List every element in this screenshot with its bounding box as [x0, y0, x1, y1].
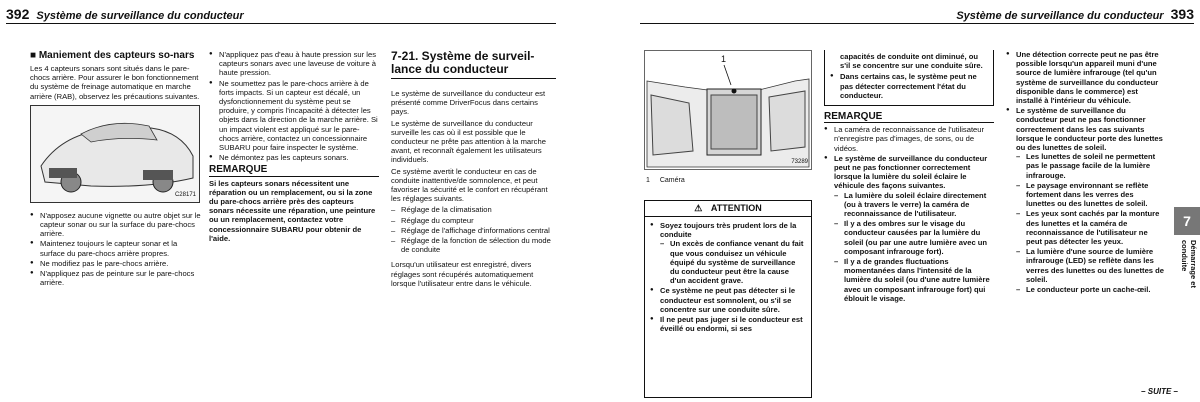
left-col-2 [209, 50, 379, 245]
remark-text: Si les capteurs sonars nécessitent une réparation ou un remplacement, ou si la zone du pare-chocs arrière près des capteurs sonars nécessite une réparation, une peinture ou un remplacement, contactez votre concessionnaire SUBARU pour obtenir de l'aide. [209, 178, 376, 243]
remark-subitem: – Il y a de grandes fluctuations momentanées dans l'intensité de la lumière du soleil (ou d'une autre lumière avec un composant infrarouge fort) qui éblouit le visage. [834, 257, 994, 303]
right-page [634, 0, 1200, 402]
continued-footer: – SUITE – [1141, 387, 1178, 396]
list-item: – Réglage de l'affichage d'informations central [391, 226, 556, 235]
remark-title: REMARQUE [209, 165, 379, 176]
right-page-number: 393 [1170, 6, 1194, 22]
intro-paragraph: Les 4 capteurs sonars sont situés dans le pare-chocs arrière. Pour assurer le bon fonctionnement du système de freinage automatique en marche arrière (RAB), observez les précautions suivantes. [30, 64, 200, 101]
camera-illustration [644, 50, 812, 170]
remark-item: ● Le système de surveillance du conducteur peut ne pas fonctionner correctement lorsque la lumière du soleil éclaire le véhicule des façons suivantes. – La lumière du soleil éclaire directement (ou à travers le verre) la caméra de reconnaissance de l'utilisateur. – Il y a des ombres sur le visage du conducteur causées par la lumière du soleil (ou par une autre lumière avec un composant infrarouge fort). – Il y a de grandes fluctuations momentanées dans l'intensité de la lumière du soleil (ou d'une autre lumière avec un composant infrarouge fort) qui éblouit le visage. [824, 154, 994, 303]
remark-subitem: – Les lunettes de soleil ne permettent pas le passage facile de la lumière infrarouge. [1016, 152, 1164, 180]
left-header [6, 6, 244, 22]
remark-item: ● Le système de surveillance du conducteur peut ne pas fonctionner correctement dans les cas suivants lorsque le conducteur porte des lunettes ou des lunettes de soleil. – Les lunettes de soleil ne permettent pas le passage facile de la lumière infrarouge. – Le paysage environnant se reflète fortement dans les verres des lunettes ou des lunettes de soleil. – Les yeux sont cachés par la monture des lunettes et la caméra de reconnaissance de l'utilisateur ne peut pas détecter les yeux. – La lumière d'une source de lumière infrarouge (LED) se reflète dans les verres des lunettes ou des lunettes de soleil. – Le conducteur porte un cache-œil. [1006, 106, 1164, 294]
image-code: 73289 [791, 158, 808, 165]
list-item: ● Ne soumettez pas le pare-chocs arrière à de forts impacts. Si un capteur est décalé, un dysfonctionnement du système peut se produire, y compris l'incapacité à détecter les objets dans la direction de la marche arrière. Si un impact violent est appliqué sur le pare-chocs arrière, contactez un concessionnaire SUBARU pour faire inspecter le système. [209, 79, 379, 153]
warning-item: ● Il ne peut pas juger si le conducteur est éveillé ou endormi, si ses [650, 315, 806, 333]
remark-subitem: – La lumière du soleil éclaire directement (ou à travers le verre) la caméra de reconnaissance de l'utilisateur. [834, 191, 994, 219]
right-col-2 [824, 50, 994, 304]
right-header [956, 6, 1194, 22]
left-header-rule [6, 23, 556, 24]
remark-subitem: – La lumière d'une source de lumière infrarouge (LED) se reflète dans les verres des lunettes ou des lunettes de soleil. [1016, 247, 1164, 284]
right-header-rule [640, 23, 1194, 24]
settings-list [391, 205, 556, 254]
list-item: – Réglage du compteur [391, 216, 556, 225]
remark-title: REMARQUE [824, 112, 994, 123]
remark-list [824, 125, 994, 303]
left-col-1 [30, 50, 202, 288]
section-heading: ■ Maniement des capteurs so-nars [30, 50, 195, 61]
remark-item: ● Une détection correcte peut ne pas être possible lorsqu'un appareil muni d'une source de lumière infrarouge (tel qu'un système de surveillance du conducteur disponible dans le commerce) est installé à l'intérieur du véhicule. [1006, 50, 1164, 105]
warning-subitem: – Un excès de confiance venant du fait que vous conduisez un véhicule équipé du système de surveillance du conducteur peut être la cause d'un accident grave. [660, 239, 806, 285]
sonar-bullets [30, 211, 202, 288]
warning-triangle-icon: ⚠ [694, 203, 703, 213]
image-callout: 1 [721, 54, 727, 64]
warning-header: ⚠ ATTENTION [645, 201, 811, 217]
list-item: ● Maintenez toujours le capteur sonar et la surface du pare-chocs arrière propres. [30, 239, 202, 257]
remark-subitem: – Il y a des ombres sur le visage du conducteur causées par la lumière du soleil (ou par une autre lumière avec un composant infrarouge fort). [834, 219, 994, 256]
remark-subitem: – Les yeux sont cachés par la monture des lunettes et la caméra de reconnaissance de l'utilisateur ne peut pas détecter les yeux. [1016, 209, 1164, 246]
car-rear-illustration [30, 105, 200, 203]
chapter-label: Démarrage et conduite [1180, 240, 1198, 288]
square-bullet-icon: ■ [30, 50, 37, 61]
warning-box [644, 200, 812, 398]
remark-item: ● La caméra de reconnaissance de l'utilisateur n'enregistre pas d'images, de sons, ou de vidéos. [824, 125, 994, 153]
section-title: 7-21. Système de surveil- lance du conducteur [391, 49, 535, 76]
chapter-tab: 7 [1174, 207, 1200, 235]
list-item: – Réglage de la fonction de sélection du mode de conduite [391, 236, 556, 254]
warning-continuation: capacités de conduite ont diminué, ou s'il se concentre sur une conduite sûre. ● Dans certains cas, le système peut ne pas détecter correctement l'état du conducteur. [824, 50, 994, 106]
list-item: ● N'apposez aucune vignette ou autre objet sur le capteur sonar ou sur la surface du pare-chocs arrière. [30, 211, 202, 239]
right-header-title: Système de surveillance du conducteur [956, 10, 1164, 22]
list-item: ● N'appliquez pas de peinture sur le pare-chocs arrière. [30, 269, 202, 287]
paragraph: Ce système avertit le conducteur en cas de conduite inattentive/de somnolence, et peut favoriser la sécurité et le confort en récupérant les réglages suivants. [391, 166, 548, 204]
warning-item: ● Dans certains cas, le système peut ne pas détecter correctement l'état du conducteur. [830, 72, 988, 100]
remark-subitem: – Le paysage environnant se reflète fortement dans les verres des lunettes ou des lunettes de soleil. [1016, 181, 1164, 209]
left-page-number: 392 [6, 6, 30, 22]
paragraph: Le système de surveillance du conducteur surveille les cas où il est possible que le conducteur ne prête pas attention à la marche avant, et reconnaît également les utilisateurs individuels. [391, 118, 546, 165]
title-rule [391, 78, 556, 79]
left-page [0, 0, 562, 402]
car-rear-drawing [31, 106, 199, 202]
dashboard-camera-drawing [645, 51, 811, 169]
left-col-3 [391, 50, 556, 290]
warning-item: ● Ce système ne peut pas détecter si le conducteur est somnolent, ou s'il se concentre sur une conduite sûre. [650, 286, 806, 314]
right-col-3 [1006, 50, 1164, 295]
image-caption: 1 Caméra [646, 177, 685, 184]
warning-item: ● Soyez toujours très prudent lors de la conduite – Un excès de confiance venant du fait que vous conduisez un véhicule équipé du système de surveillance du conducteur peut être la cause d'un accident grave. [650, 221, 806, 285]
left-header-title: Système de surveillance du conducteur [36, 10, 244, 22]
list-item: ● N'appliquez pas d'eau à haute pression sur les capteurs sonars avec une laveuse de voiture à haute pression. [209, 50, 379, 78]
list-item: ● Ne démontez pas les capteurs sonars. [209, 153, 379, 162]
list-item: – Réglage de la climatisation [391, 205, 556, 214]
remark-subitem: – Le conducteur porte un cache-œil. [1016, 285, 1164, 294]
image-code: C28171 [174, 191, 196, 198]
paragraph: Le système de surveillance du conducteur est présenté comme DriverFocus dans certains pays. [391, 89, 546, 117]
sonar-bullets-cont [209, 50, 379, 162]
warning-content [645, 217, 811, 338]
right-col-1 [644, 50, 812, 193]
list-item: ● Ne modifiez pas le pare-chocs arrière. [30, 259, 202, 268]
paragraph: Lorsqu'un utilisateur est enregistré, divers réglages sont récupérés automatiquement lorsque l'utilisateur entre dans le véhicule. [391, 260, 534, 288]
